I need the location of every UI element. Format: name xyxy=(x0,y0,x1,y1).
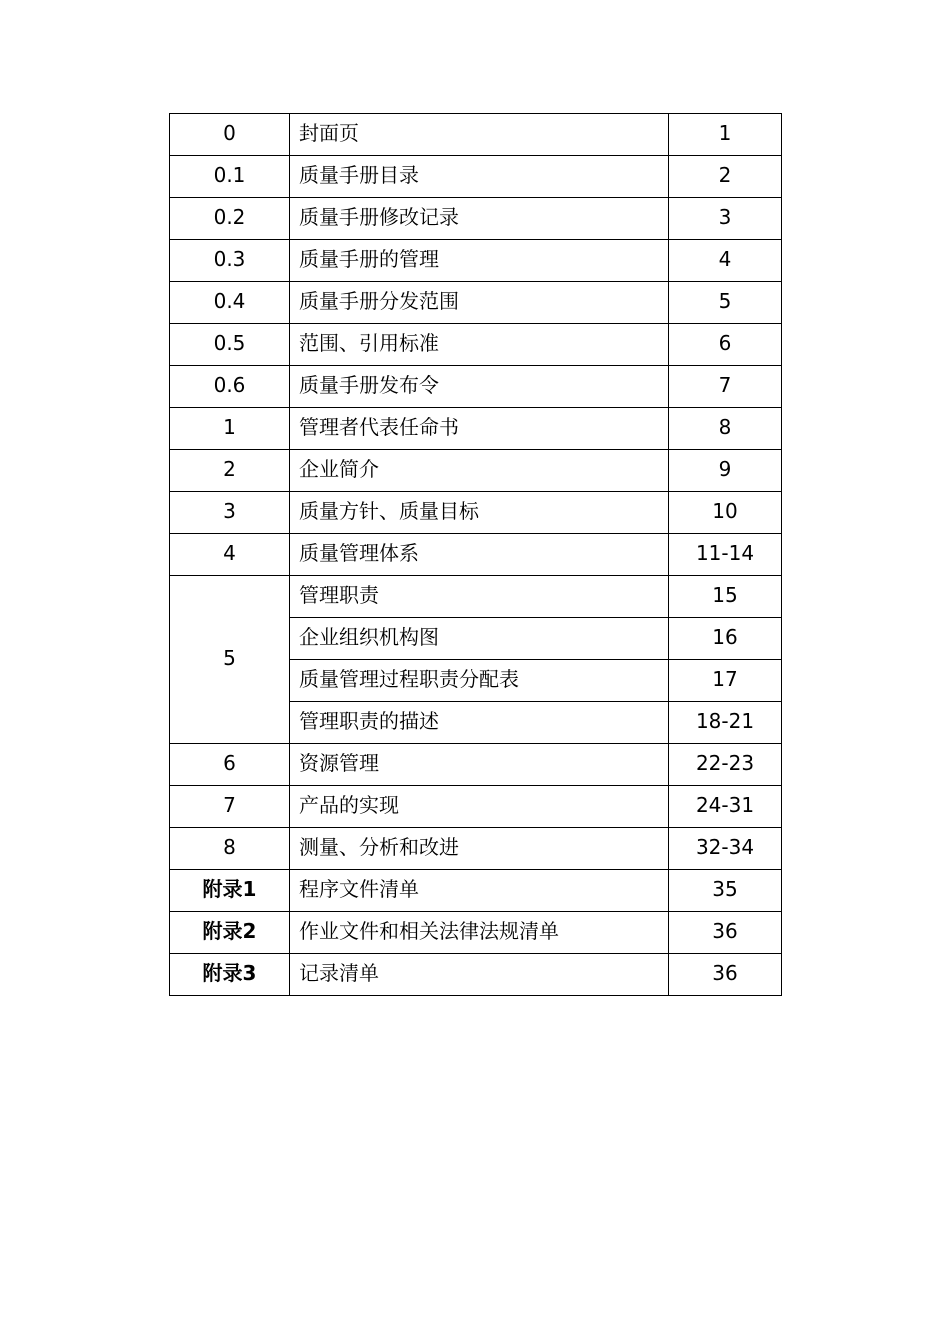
section-title: 企业简介 xyxy=(290,450,669,492)
section-number: 0.2 xyxy=(170,198,290,240)
section-number: 0.3 xyxy=(170,240,290,282)
page-number: 24-31 xyxy=(669,786,782,828)
section-number: 2 xyxy=(170,450,290,492)
section-number: 1 xyxy=(170,408,290,450)
table-row xyxy=(170,912,782,954)
section-title: 管理职责 xyxy=(290,576,669,618)
section-title: 范围、引用标准 xyxy=(290,324,669,366)
table-row xyxy=(170,366,782,408)
section-number: 0.4 xyxy=(170,282,290,324)
section-number: 4 xyxy=(170,534,290,576)
page-number: 8 xyxy=(669,408,782,450)
appendix-number: 附录2 xyxy=(170,912,290,954)
section-title: 质量手册修改记录 xyxy=(290,198,669,240)
section-title: 质量方针、质量目标 xyxy=(290,492,669,534)
section-number: 0.5 xyxy=(170,324,290,366)
section-number: 0.1 xyxy=(170,156,290,198)
page-number: 17 xyxy=(669,660,782,702)
section-number: 6 xyxy=(170,744,290,786)
page-number: 4 xyxy=(669,240,782,282)
page-number: 5 xyxy=(669,282,782,324)
page-number: 22-23 xyxy=(669,744,782,786)
section-title: 程序文件清单 xyxy=(290,870,669,912)
section-title: 质量管理体系 xyxy=(290,534,669,576)
section-title: 封面页 xyxy=(290,114,669,156)
page-number: 11-14 xyxy=(669,534,782,576)
table-row xyxy=(170,492,782,534)
section-number: 0 xyxy=(170,114,290,156)
page-number: 36 xyxy=(669,912,782,954)
section-title: 测量、分析和改进 xyxy=(290,828,669,870)
page-number: 10 xyxy=(669,492,782,534)
table-row xyxy=(170,282,782,324)
page-number: 16 xyxy=(669,618,782,660)
section-title: 产品的实现 xyxy=(290,786,669,828)
page-number: 32-34 xyxy=(669,828,782,870)
section-title: 质量手册的管理 xyxy=(290,240,669,282)
page-number: 9 xyxy=(669,450,782,492)
section-number: 8 xyxy=(170,828,290,870)
section-title: 资源管理 xyxy=(290,744,669,786)
page-number: 36 xyxy=(669,954,782,996)
section-title: 质量手册目录 xyxy=(290,156,669,198)
section-title: 质量管理过程职责分配表 xyxy=(290,660,669,702)
table-row xyxy=(170,114,782,156)
section-title: 企业组织机构图 xyxy=(290,618,669,660)
section-title: 管理职责的描述 xyxy=(290,702,669,744)
section-number: 7 xyxy=(170,786,290,828)
page-number: 15 xyxy=(669,576,782,618)
section-number: 3 xyxy=(170,492,290,534)
page-number: 7 xyxy=(669,366,782,408)
page-number: 3 xyxy=(669,198,782,240)
page-number: 18-21 xyxy=(669,702,782,744)
section-number: 5 xyxy=(170,576,290,744)
section-number: 0.6 xyxy=(170,366,290,408)
table-row xyxy=(170,828,782,870)
section-title: 作业文件和相关法律法规清单 xyxy=(290,912,669,954)
appendix-number: 附录1 xyxy=(170,870,290,912)
table-row xyxy=(170,954,782,996)
table-row xyxy=(170,156,782,198)
table-row xyxy=(170,408,782,450)
table-row xyxy=(170,786,782,828)
page-number: 2 xyxy=(669,156,782,198)
section-title: 记录清单 xyxy=(290,954,669,996)
table-row xyxy=(170,450,782,492)
page-number: 6 xyxy=(669,324,782,366)
table-row xyxy=(170,324,782,366)
page-number: 1 xyxy=(669,114,782,156)
table-row xyxy=(170,198,782,240)
table-row xyxy=(170,534,782,576)
section-title: 质量手册分发范围 xyxy=(290,282,669,324)
table-row xyxy=(170,240,782,282)
table-of-contents xyxy=(169,113,782,996)
section-title: 管理者代表任命书 xyxy=(290,408,669,450)
table-row xyxy=(170,576,782,618)
section-title: 质量手册发布令 xyxy=(290,366,669,408)
appendix-number: 附录3 xyxy=(170,954,290,996)
table-row xyxy=(170,870,782,912)
table-row xyxy=(170,744,782,786)
page-number: 35 xyxy=(669,870,782,912)
